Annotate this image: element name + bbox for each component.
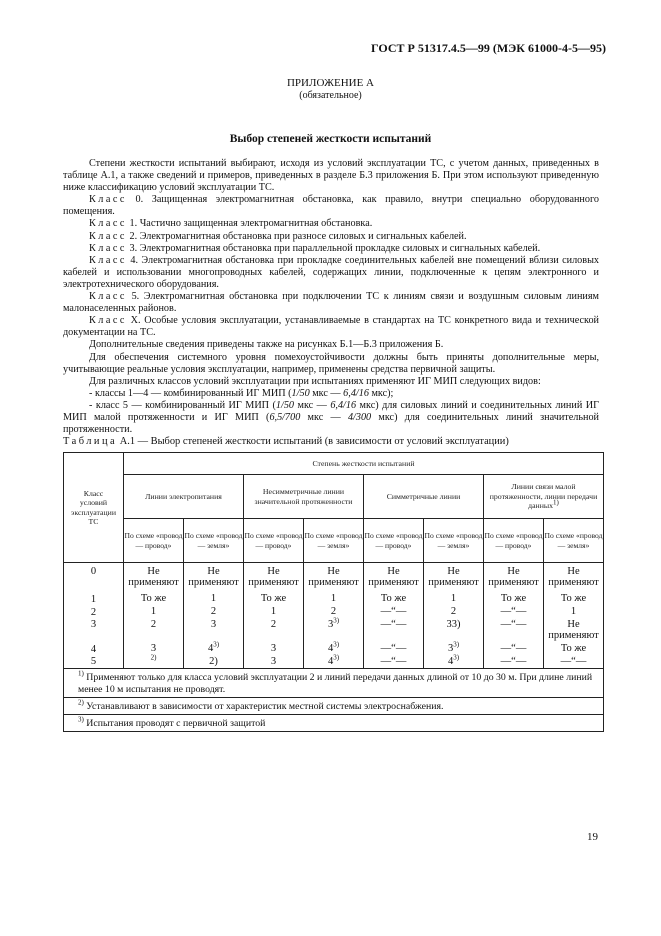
value-cell: —“— xyxy=(544,656,604,669)
value-cell: 2) xyxy=(184,656,244,669)
value-cell: Не применяют xyxy=(484,563,544,593)
value-cell: —“— xyxy=(484,643,544,656)
table-footnote: $^{3)}$ Испытания проводят с первичной защитой xyxy=(64,715,604,732)
paragraph-additional: Дополнительные сведения приведены также на рисунках Б.1—Б.3 приложения Б. xyxy=(89,339,444,351)
page-number: 19 xyxy=(587,831,598,843)
class-cell: 5 xyxy=(64,656,124,669)
value-cell: То же xyxy=(124,593,184,606)
value-cell: 1 xyxy=(244,606,304,619)
list-item: - классы 1—4 — комбинированный ИГ МИП (1/50 мкс — 6,4/16 мкс); xyxy=(89,387,394,399)
subheader-scheme: По схеме «провод— земля» xyxy=(184,519,244,563)
subheader-scheme: По схеме «провод— земля» xyxy=(424,519,484,563)
section-title: Выбор степеней жесткости испытаний xyxy=(229,133,432,145)
value-cell: 33) xyxy=(424,619,484,643)
paragraph-intro: Степени жесткости испытаний выбирают, исходя из условий эксплуатации ТС, с учетом данных, приведенных в таблице А.1, а также сведений и примеров, приведенных в разделе Б.3 приложения Б. При этом используют приведенную ниже классификацию условий эксплуатации ТС. xyxy=(63,158,599,194)
paragraph-class-2: Класс 2. Электромагнитная обстановка при разносе силовых и сигнальных кабелей. xyxy=(89,230,467,242)
body-text xyxy=(63,158,599,436)
value-cell: —“— xyxy=(484,606,544,619)
value-cell: —“— xyxy=(364,643,424,656)
value-cell: 3 xyxy=(244,656,304,669)
value-cell: —“— xyxy=(364,619,424,643)
paragraph-class-x: Класс X. Особые условия эксплуатации, устанавливаемые в стандартах на ТС конкретного вида и технической документации на ТС. xyxy=(63,315,600,339)
value-cell: 1 xyxy=(544,606,604,619)
severity-table xyxy=(63,452,604,732)
appendix-subtitle: (обязательное) xyxy=(299,90,362,101)
class-cell: 4 xyxy=(64,643,124,656)
value-cell: 3 xyxy=(184,619,244,643)
value-cell: —“— xyxy=(484,656,544,669)
value-cell: 4$^{3)}$ xyxy=(424,656,484,669)
class-cell: 1 xyxy=(64,593,124,606)
value-cell: 4$^{3)}$ xyxy=(304,643,364,656)
value-cell: То же xyxy=(244,593,304,606)
value-cell: —“— xyxy=(484,619,544,643)
value-cell: Не применяют xyxy=(244,563,304,593)
value-cell: Не применяют xyxy=(124,563,184,593)
class-cell: 3 xyxy=(64,619,124,643)
value-cell: То же xyxy=(544,643,604,656)
value-cell: 2) xyxy=(124,656,184,669)
value-cell: —“— xyxy=(364,656,424,669)
value-cell: 2 xyxy=(304,606,364,619)
value-cell: 3 xyxy=(244,643,304,656)
paragraph-class-3: Класс 3. Электромагнитная обстановка при параллельной прокладке силовых и сигнальных кабелей. xyxy=(89,242,541,254)
value-cell: 3$^{3)}$ xyxy=(424,643,484,656)
table-row xyxy=(64,593,604,606)
table-caption: Таблица А.1 — Выбор степеней жесткости испытаний (в зависимости от условий эксплуатации) xyxy=(63,436,509,447)
value-cell: 1 xyxy=(124,606,184,619)
subheader-scheme: По схеме «провод— земля» xyxy=(304,519,364,563)
value-cell: То же xyxy=(544,593,604,606)
table-row xyxy=(64,656,604,669)
paragraph-class-0: Класс 0. Защищенная электромагнитная обстановка, как правило, внутри специально оборудованного помещения. xyxy=(63,194,599,218)
class-cell: 2 xyxy=(64,606,124,619)
subheader-scheme: По схеме «провод— провод» xyxy=(484,519,544,563)
paragraph-system: Для обеспечения системного уровня помехоустойчивости должны быть приняты дополнительные меры, учитывающие реальные условия эксплуатации, например, применены средства первичной защиты. xyxy=(63,351,599,375)
value-cell: Не применяют xyxy=(544,563,604,593)
value-cell: 4$^{3)}$ xyxy=(184,643,244,656)
value-cell: 2 xyxy=(124,619,184,643)
value-cell: 1 xyxy=(304,593,364,606)
appendix-title: ПРИЛОЖЕНИЕ А xyxy=(286,77,374,89)
list-item: - класс 5 — комбинированный ИГ МИП (1/50 мкс — 6,4/16 мкс) для силовых линий и соединительных линий ИГ МИП малой протяженности и ИГ МИП (6,5/700 мкс — 4/300 мкс) для соединительных линий значительной протяженности. xyxy=(63,399,600,436)
header-severity: Степень жесткости испытаний xyxy=(124,453,604,475)
value-cell: Не применяют xyxy=(544,619,604,643)
paragraph-class-1: Класс 1. Частично защищенная электромагнитная обстановка. xyxy=(89,218,373,230)
group-power-lines: Линии электропитания xyxy=(124,475,244,519)
value-cell: 2 xyxy=(184,606,244,619)
group-comm-lines: Линии связи малой протяженности, линии передачи данных$^{1)}$ xyxy=(484,475,604,519)
subheader-scheme: По схеме «провод— провод» xyxy=(124,519,184,563)
value-cell: Не применяют xyxy=(424,563,484,593)
subheader-scheme: По схеме «провод— провод» xyxy=(364,519,424,563)
header-class: Класс условий эксплуатации ТС xyxy=(64,453,124,563)
value-cell: 4$^{3)}$ xyxy=(304,656,364,669)
value-cell: —“— xyxy=(364,606,424,619)
document-header: ГОСТ Р 51317.4.5—99 (МЭК 61000-4-5—95) xyxy=(371,41,606,55)
paragraph-class-5: Класс 5. Электромагнитная обстановка при подключении ТС к линиям связи и воздушным силовым линиям малонаселенных районов. xyxy=(63,291,600,315)
table-row xyxy=(64,563,604,593)
paragraph-variants: Для различных классов условий эксплуатации при испытаниях применяют ИГ МИП следующих видов: xyxy=(89,375,541,387)
value-cell: 2 xyxy=(244,619,304,643)
class-cell: 0 xyxy=(64,563,124,593)
subheader-scheme: По схеме «провод— земля» xyxy=(544,519,604,563)
value-cell: 1 xyxy=(424,593,484,606)
value-cell: То же xyxy=(364,593,424,606)
value-cell: 2 xyxy=(424,606,484,619)
value-cell: То же xyxy=(484,593,544,606)
value-cell: 3$^{3)}$ xyxy=(304,619,364,643)
value-cell: Не применяют xyxy=(304,563,364,593)
value-cell: 3 xyxy=(124,643,184,656)
table-footnote: $^{1)}$ Применяют только для класса условий эксплуатации 2 и линий передачи данных длиной от 10 до 30 м. При длине линий менее 10 м испытания не проводят. xyxy=(64,669,604,698)
group-symmetric-lines: Симметричные линии xyxy=(364,475,484,519)
value-cell: 1 xyxy=(184,593,244,606)
table-footnote: $^{2)}$ Устанавливают в зависимости от характеристик местной системы электроснабжения. xyxy=(64,698,604,715)
value-cell: Не применяют xyxy=(184,563,244,593)
value-cell: Не применяют xyxy=(364,563,424,593)
table-row xyxy=(64,619,604,643)
subheader-scheme: По схеме «провод— провод» xyxy=(244,519,304,563)
group-unsymmetric-lines: Несимметричные линии значительной протяженности xyxy=(244,475,364,519)
paragraph-class-4: Класс 4. Электромагнитная обстановка при прокладке соединительных кабелей вне помещений вблизи силовых кабелей и использовании многопроводных кабелей, содержащих линии, подключенные к цепям электронного и электротехнического оборудования. xyxy=(63,254,600,290)
